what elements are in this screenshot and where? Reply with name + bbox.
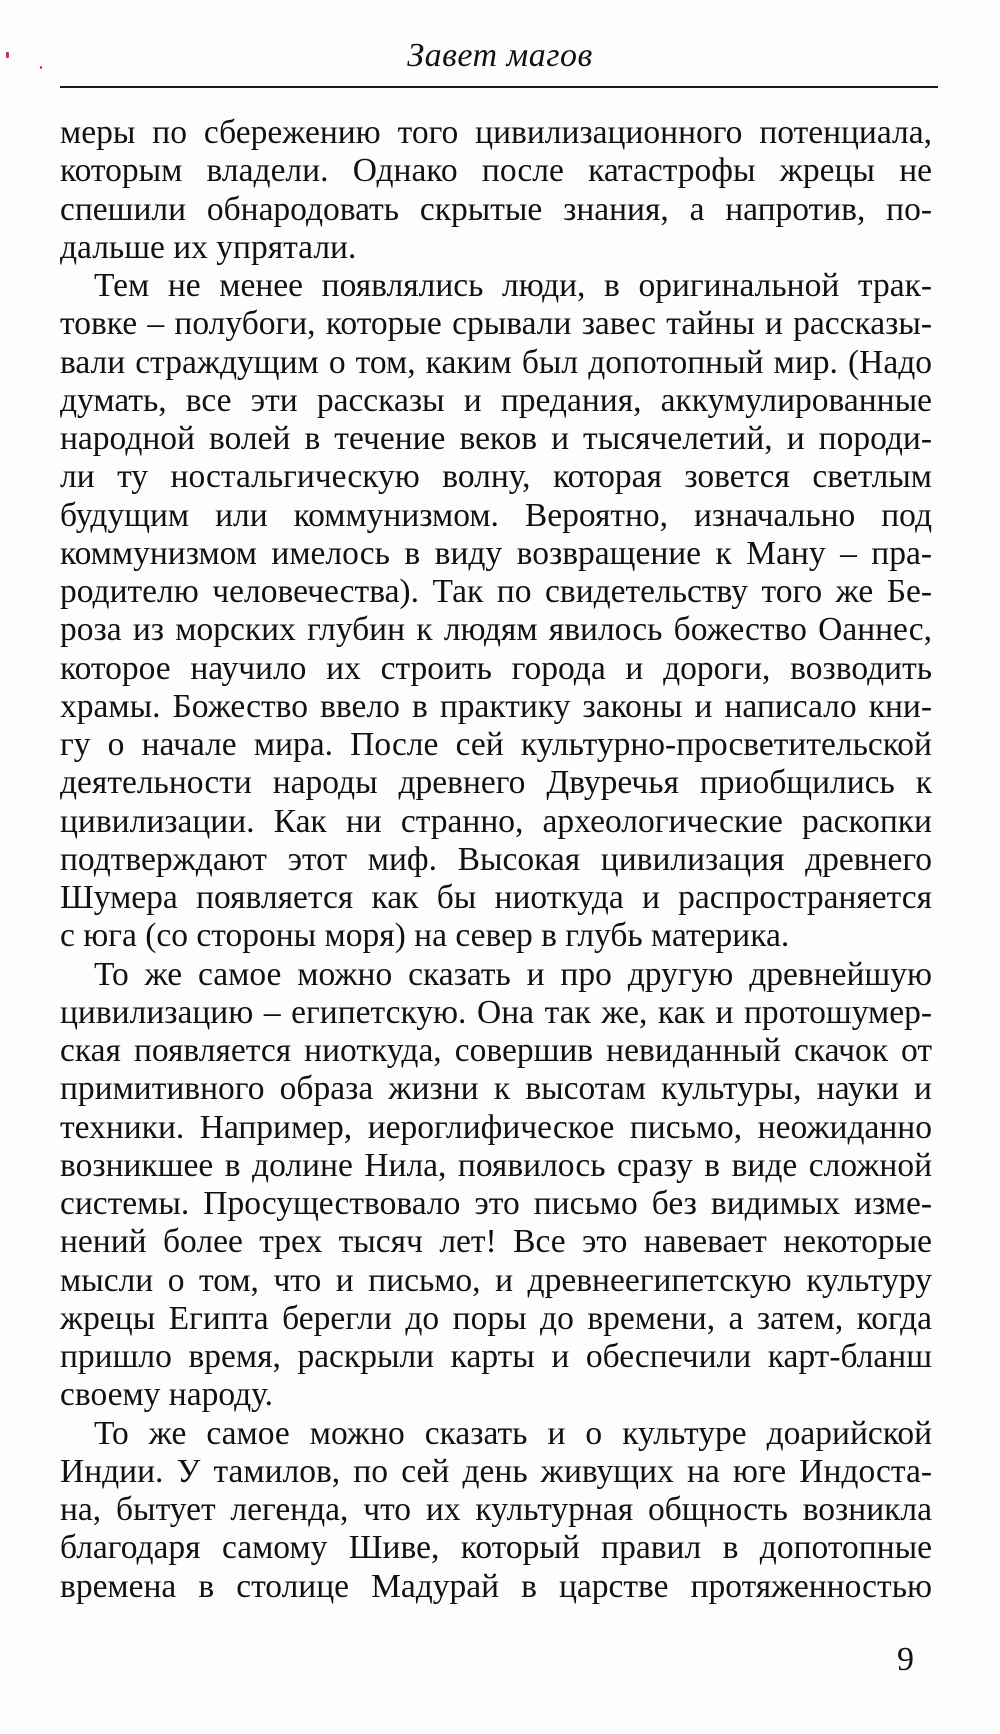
text-line: нений более трех тысяч лет! Все это навевает некоторые: [60, 1223, 932, 1261]
text-line: цивилизацию – египетскую. Она так же, как и протошумер-: [60, 993, 932, 1031]
text-line: с юга (со стороны моря) на север в глубь материка.: [60, 917, 790, 955]
text-line: будущим или коммунизмом. Вероятно, изначально под: [60, 496, 932, 534]
text-line: возникшее в долине Нила, появилось сразу в виде сложной: [60, 1146, 932, 1184]
text-line: ская появляется ниоткуда, совершив невиданный скачок от: [60, 1032, 932, 1069]
text-line: храмы. Божество ввело в практику законы и написало кни-: [60, 687, 932, 725]
paragraph: [60, 267, 932, 956]
text-line: жрецы Египта берегли до поры до времени, а затем, когда: [60, 1299, 932, 1337]
body-text: [60, 114, 932, 1606]
text-line: думать, все эти рассказы и предания, аккумулированные: [60, 381, 932, 419]
text-line: То же самое можно сказать и про другую древнейшую: [94, 955, 932, 993]
paragraph: [60, 956, 932, 1415]
text-line: пришло время, раскрыли карты и обеспечили карт-бланш: [60, 1338, 932, 1375]
text-line: мысли о том, что и письмо, и древнеегипетскую культуру: [60, 1261, 932, 1299]
running-head: Завет магов: [407, 37, 593, 74]
text-line: которым владели. Однако после катастрофы жрецы не: [60, 152, 932, 190]
margin-speck: [40, 66, 42, 69]
text-line: родителю человечества). Так по свидетельству того же Бе-: [60, 573, 932, 610]
text-line: своему народу.: [60, 1376, 273, 1414]
text-line: на, бытует легенда, что их культурная общность возникла: [60, 1491, 932, 1528]
paragraph: [60, 114, 932, 267]
page-number: 9: [897, 1641, 914, 1678]
text-line: То же самое можно сказать и о культуре доарийской: [94, 1414, 932, 1452]
text-line: спешили обнародовать скрытые знания, а напротив, по-: [60, 190, 932, 228]
text-line: системы. Просуществовало это письмо без видимых изме-: [60, 1185, 932, 1222]
text-line: которое научило их строить города и дороги, возводить: [60, 649, 932, 687]
text-line: народной волей в течение веков и тысячелетий, и породи-: [60, 420, 932, 457]
text-line: гу о начале мира. После сей культурно-просветительской: [60, 726, 932, 763]
text-line: роза из морских глубин к людям явилось божество Оаннес,: [60, 611, 932, 649]
text-line: меры по сбережению того цивилизационного потенциала,: [60, 114, 932, 151]
text-line: Индии. У тамилов, по сей день живущих на юге Индоста-: [60, 1452, 932, 1490]
text-line: техники. Например, иероглифическое письмо, неожиданно: [60, 1108, 932, 1146]
text-line: коммунизмом имелось в виду возвращение к Ману – пра-: [60, 534, 932, 572]
text-line: Тем не менее появлялись люди, в оригинальной трак-: [94, 267, 932, 304]
header-rule: [60, 86, 938, 88]
text-line: благодаря самому Шиве, который правил в допотопные: [60, 1529, 932, 1567]
paragraph: [60, 1415, 932, 1606]
text-line: дальше их упрятали.: [60, 228, 357, 266]
text-line: деятельности народы древнего Двуречья приобщились к: [60, 764, 932, 802]
text-line: подтверждают этот миф. Высокая цивилизация древнего: [60, 840, 932, 878]
text-line: примитивного образа жизни к высотам культуры, науки и: [60, 1070, 932, 1108]
text-line: ли ту ностальгическую волну, которая зовется светлым: [60, 458, 932, 496]
text-line: товке – полубоги, которые срывали завес тайны и рассказы-: [60, 305, 932, 343]
text-line: цивилизации. Как ни странно, археологические раскопки: [60, 802, 932, 840]
text-line: вали страждущим о том, каким был допотопный мир. (Надо: [60, 343, 932, 381]
margin-speck: [6, 52, 9, 58]
text-line: Шумера появляется как бы ниоткуда и распространяется: [60, 879, 932, 916]
text-line: времена в столице Мадурай в царстве протяженностью: [60, 1567, 932, 1605]
